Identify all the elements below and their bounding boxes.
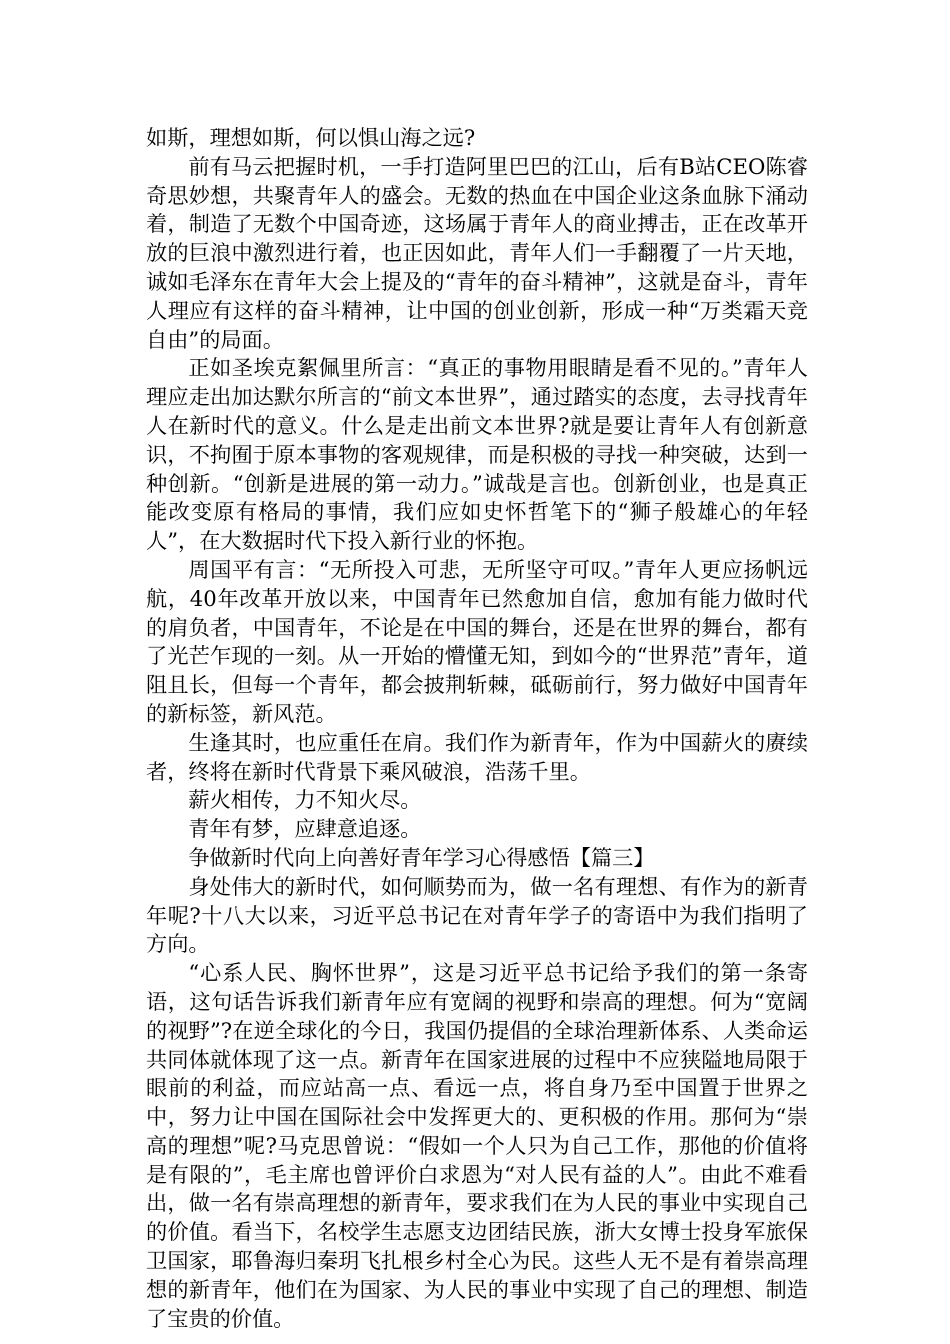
paragraph-people-world: “心系人民、胸怀世界”，这是习近平总书记给予我们的第一条寄语，这句话告诉我们新青年应有宽阔的视野和崇高的理想。何为“宽阔的视野”?在逆全球化的今日，我国仍提倡的全球治理新体系、人类命运共同体就体现了这一点。新青年在国家进展的过程中不应狭隘地局限于眼前的利益，而应站高一点、看远一点，将自身乃至中国置于世界之中，努力让中国在国际社会中发挥更大的、更积极的作用。那何为“崇高的理想”呢?马克思曾说：“假如一个人只为自己工作，那他的价值将是有限的”，毛主席也曾评价白求恩为“对人民有益的人”。由此不难看出，做一名有崇高理想的新青年，要求我们在为人民的事业中实现自己的价值。看当下，名校学生志愿支边团结民族，浙大女博士投身军旅保卫国家，耶鲁海归秦玥飞扎根乡村全心为民。这些人无不是有着崇高理想的新青年，他们在为国家、为人民的事业中实现了自己的理想、制造了宝贵的价值。 — [146, 960, 808, 1331]
paragraph-innovation: 正如圣埃克絮佩里所言：“真正的事物用眼睛是看不见的。”青年人理应走出加达默尔所言的“前文本世界”，通过踏实的态度，去寻找青年人在新时代的意义。什么是走出前文本世界?就是要让青年人有创新意识，不拘囿于原本事物的客观规律，而是积极的寻找一种突破，达到一种创新。“创新是进展的第一动力。”诚哉是言也。创新创业，也是真正能改变原有格局的事情，我们应如史怀哲笔下的“狮子般雄心的年轻人”，在大数据时代下投入新行业的怀抱。 — [146, 355, 808, 554]
paragraph-dream: 青年有梦，应肆意追逐。 — [188, 816, 422, 842]
document-page — [146, 124, 808, 1333]
paragraph-entrepreneurs: 前有马云把握时机，一手打造阿里巴巴的江山，后有B站CEO陈睿奇思妙想，共聚青年人的盛会。无数的热血在中国企业这条血脉下涌动着，制造了无数个中国奇迹，这场属于青年人的商业搏击，正在改革开放的巨浪中激烈进行着，也正因如此，青年人们一手翻覆了一片天地，诚如毛泽东在青年大会上提及的“青年的奋斗精神”，这就是奋斗，青年人理应有这样的奋斗精神，让中国的创业创新，形成一种“万类霜天竞自由”的局面。 — [146, 153, 808, 352]
paragraph-torch: 薪火相传，力不知火尽。 — [188, 787, 422, 813]
paragraph-responsibility: 生逢其时，也应重任在肩。我们作为新青年，作为中国薪火的赓续者，终将在新时代背景下乘风破浪，浩荡千里。 — [146, 729, 808, 784]
paragraph-continuation: 如斯，理想如斯，何以惧山海之远? — [146, 125, 476, 150]
paragraph-new-era: 身处伟大的新时代，如何顺势而为，做一名有理想、有作为的新青年呢?十八大以来，习近平总书记在对青年学子的寄语中为我们指明了方向。 — [146, 873, 808, 957]
section-heading-part-three: 争做新时代向上向善好青年学习心得感悟【篇三】 — [188, 844, 655, 870]
paragraph-youth-confidence: 周国平有言：“无所投入可悲，无所坚守可叹。”青年人更应扬帆远航，40年改革开放以来，中国青年已然愈加自信，愈加有能力做时代的肩负者，中国青年，不论是在中国的舞台，还是在世界的舞台，都有了光芒乍现的一刻。从一开始的懵懂无知，到如今的“世界范”青年，道阻且长，但每一个青年，都会披荆斩棘，砥砺前行，努力做好中国青年的新标签，新风范。 — [146, 556, 808, 726]
